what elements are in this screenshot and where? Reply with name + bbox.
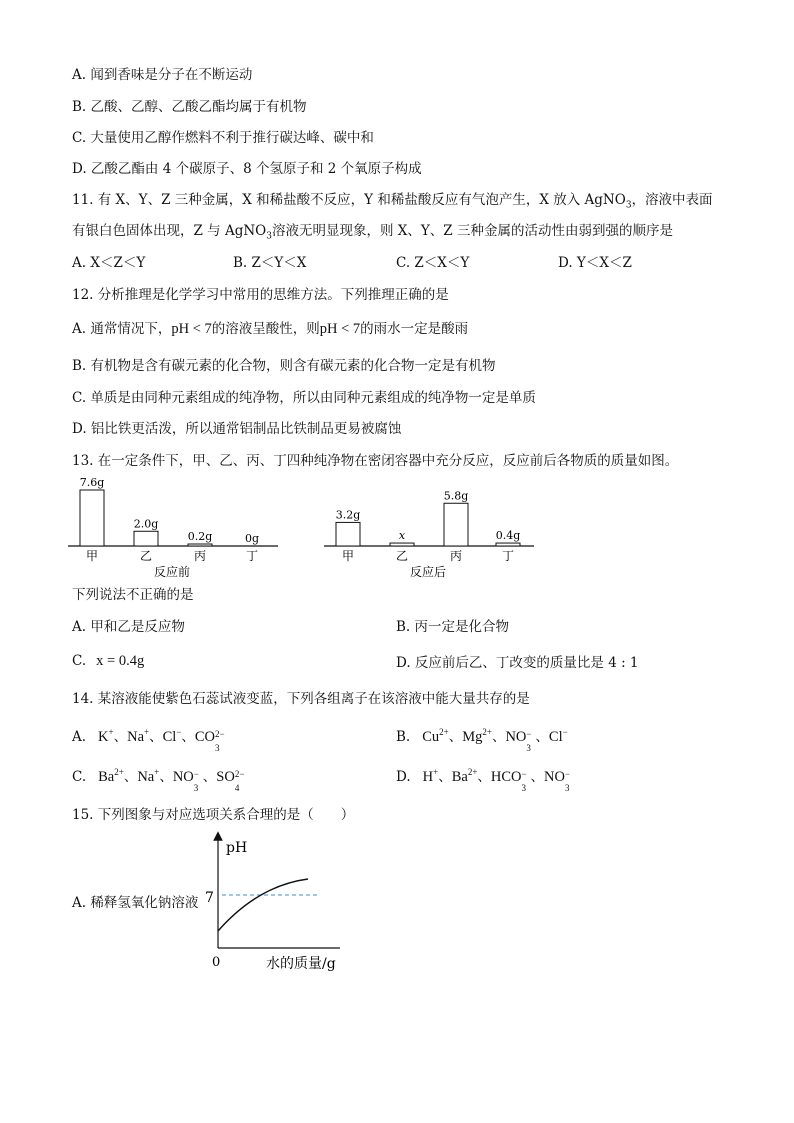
q11-stem-line2: 有银白色固体出现，Z 与 AgNO$_3$溶液无明显现象，则 X、Y、Z 三种金属的活动性由弱到强的顺序是 — [72, 223, 673, 242]
q12-stem: 12. 分析推理是化学学习中常用的思维方法。下列推理正确的是 — [72, 287, 449, 303]
chart-title: 反应后 — [409, 565, 447, 579]
ion: K+ — [98, 727, 114, 745]
ion: SO 2− 4 — [216, 768, 245, 793]
chart-category-label: 乙 — [395, 549, 409, 563]
q13-stem: 13. 在一定条件下，甲、乙、丙、丁四种纯净物在密闭容器中充分反应，反应前后各物质的质量如图。 — [72, 453, 679, 469]
q12-option-d: D. 铝比铁更活泼，所以通常铝制品比铁制品更易被腐蚀 — [72, 421, 402, 437]
ion: Cl− — [162, 727, 182, 745]
chart-bar — [188, 544, 212, 546]
q12-option-a: A. 通常情况下，pH < 7的溶液呈酸性，则pH < 7的雨水一定是酸雨 — [72, 321, 469, 337]
q13-option-b: B. 丙一定是化合物 — [396, 619, 510, 635]
q14-option-b: B. $Cu^{2+}$、$Mg^{2+}$、NO − 3 、Cl− — [396, 727, 568, 753]
ion: HCO − 3 — [490, 768, 527, 793]
q12-option-c: C. 单质是由同种元素组成的纯净物，所以由同种元素组成的纯净物一定是单质 — [72, 390, 536, 406]
chart-bar — [496, 543, 520, 546]
chart-title: 反应前 — [153, 565, 191, 579]
graph-ref-label: 7 — [205, 890, 214, 906]
q15-option-a: A. 稀释氢氧化钠溶液 — [72, 895, 199, 911]
ion: $Cu^{2+}$ — [422, 727, 449, 745]
chart-category-label: 丁 — [501, 549, 515, 563]
chart-data-label: x — [398, 529, 406, 543]
q11-option-b: B. Z＜Y＜X — [233, 255, 307, 271]
q14-stem: 14. 某溶液能使紫色石蕊试液变蓝，下列各组离子在该溶液中能大量共存的是 — [72, 691, 530, 707]
ion: CO 2− 3 — [194, 728, 225, 753]
chart-bar — [390, 543, 414, 546]
q11-option-d: D. Y＜X＜Z — [558, 255, 632, 271]
chart-data-label: 7.6g — [79, 476, 105, 489]
ion: H+ — [422, 767, 439, 785]
q11-option-c: C. Z＜X＜Y — [396, 255, 470, 271]
chart-category-label: 甲 — [341, 549, 355, 563]
ion: NO − 3 — [172, 768, 199, 793]
chart-data-label: 0.4g — [495, 529, 521, 543]
ph-dilution-graph — [200, 828, 360, 978]
chart-data-label: 2.0g — [133, 517, 159, 531]
q10-option-b: B. 乙酸、乙醇、乙酸乙酯均属于有机物 — [72, 99, 307, 115]
chart-bar — [134, 531, 158, 546]
chart-bar — [444, 503, 468, 546]
ion: $Mg^{2+}$ — [462, 727, 492, 745]
q11-option-a: A. X＜Z＜Y — [72, 255, 146, 271]
chart-data-label: 0.2g — [187, 530, 213, 543]
ion: Na+ — [137, 767, 160, 785]
q14-option-a: A. K+、Na+、Cl−、CO 2− 3 — [72, 727, 225, 753]
chart-data-label: 0g — [244, 532, 260, 545]
chart-category-label: 丁 — [245, 549, 259, 563]
ion: Na+ — [127, 727, 150, 745]
chart-bar — [336, 522, 360, 546]
chart-category-label: 丙 — [449, 549, 463, 563]
q11-stem-line1: 11. 有 X、Y、Z 三种金属，X 和稀盐酸不反应，Y 和稀盐酸反应有气泡产生，X 放入 AgNO$_3$，溶液中表面 — [72, 192, 713, 211]
q14-option-d: D. H+、$Ba^{2+}$、HCO − 3 、NO − 3 — [396, 768, 574, 786]
ion: $Ba^{2+}$ — [451, 767, 478, 785]
chart-bar — [80, 490, 104, 546]
chart-before-reaction — [60, 474, 290, 584]
ion: NO − 3 — [544, 768, 571, 793]
q13-option-d: D. 反应前后乙、丁改变的质量比是 4 : 1 — [396, 655, 639, 671]
graph-x-label: 水的质量/g — [266, 956, 336, 972]
graph-y-label: pH — [226, 840, 248, 856]
chart-data-label: 3.2g — [335, 508, 361, 522]
chart-category-label: 丙 — [193, 549, 207, 563]
chart-category-label: 甲 — [85, 549, 99, 563]
graph-origin-label: 0 — [212, 955, 221, 970]
q13-option-c: C. x = 0.4g — [72, 653, 145, 669]
ion: Cl− — [548, 727, 568, 745]
q12-option-b: B. 有机物是含有碳元素的化合物，则含有碳元素的化合物一定是有机物 — [72, 358, 496, 374]
q15-stem: 15. 下列图象与对应选项关系合理的是（ ） — [72, 807, 355, 823]
chart-category-label: 乙 — [139, 549, 153, 563]
q14-option-c: C. $Ba^{2+}$、Na+、NO − 3 、SO 2− 4 — [72, 767, 245, 793]
chart-after-reaction — [316, 474, 546, 584]
q10-option-d: D. 乙酸乙酯由 4 个碳原子、8 个氢原子和 2 个氧原子构成 — [72, 161, 422, 177]
ion: NO − 3 — [505, 728, 532, 753]
ion: $Ba^{2+}$ — [98, 767, 124, 785]
q13-follow-up: 下列说法不正确的是 — [72, 587, 194, 603]
q10-option-a: A. 闻到香味是分子在不断运动 — [72, 67, 253, 83]
q13-option-a: A. 甲和乙是反应物 — [72, 619, 185, 635]
chart-data-label: 5.8g — [443, 489, 469, 503]
q10-option-c: C. 大量使用乙醇作燃料不利于推行碳达峰、碳中和 — [72, 130, 374, 146]
graph-ph-curve — [218, 879, 308, 931]
